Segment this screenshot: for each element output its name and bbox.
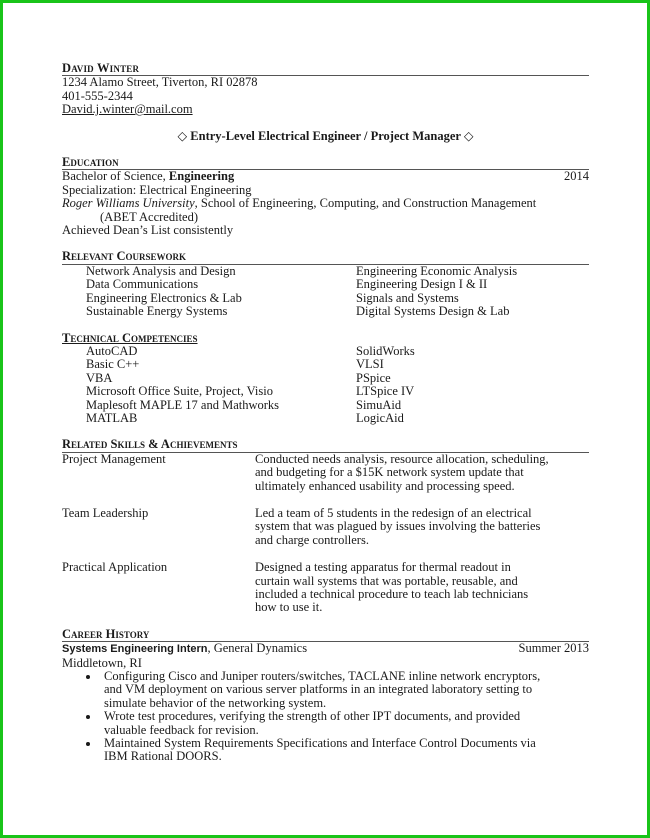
competency-item: MATLAB [86,411,138,425]
competencies-left-column [86,345,356,425]
course-item: Sustainable Energy Systems [86,305,228,319]
job-title: Systems Engineering Intern [62,643,208,656]
competencies-heading: Technical Competencies [62,330,198,345]
job-bullet [100,710,589,737]
degree-prefix: Bachelor of Science, [62,170,169,184]
skill-row [62,453,589,493]
competency-item: LTSpice IV [356,385,415,399]
competencies-list [62,345,589,425]
course-item: Engineering Design I & II [356,278,488,292]
skill-line: ultimately enhanced usability and processing speed. [255,479,515,493]
job-company: , General Dynamics [207,642,308,656]
skill-line: Led a team of 5 students in the redesign of an electrical [255,506,532,520]
skill-line: and charge controllers. [255,533,369,547]
bullet-line: simulate behavior of the networking system. [104,696,327,710]
competency-item: AutoCAD [86,344,138,358]
degree-year: 2014 [564,169,589,184]
job-location: Middletown, RI [62,656,142,670]
degree-row [62,170,589,183]
skill-line: Conducted needs analysis, resource allocation, scheduling, [255,452,549,466]
competency-item: VBA [86,371,113,385]
skill-description [255,453,589,493]
bullet-line: and VM deployment on various server platforms in an integrated laboratory setting to [104,683,533,697]
job-bullet [100,670,589,710]
competency-item: Maplesoft MAPLE 17 and Mathworks [86,398,280,412]
skill-label: Team Leadership [62,505,149,520]
skill-line: Designed a testing apparatus for thermal readout in [255,561,511,575]
skill-line: and budgeting for a $15K network system update that [255,466,524,480]
candidate-name: David Winter [62,61,140,75]
course-item: Engineering Economic Analysis [356,264,518,278]
specialization: Specialization: Electrical Engineering [62,183,252,197]
course-item: Digital Systems Design & Lab [356,305,510,319]
job-bullets [62,670,589,764]
education-heading: Education [62,155,119,170]
objective-line: ◇ Entry-Level Electrical Engineer / Project Manager ◇ [177,128,474,143]
skill-description [255,561,589,615]
degree-field: Engineering [168,170,235,184]
address: 1234 Alamo Street, Tiverton, RI 02878 [62,76,258,90]
skill-description [255,507,589,547]
honors: Achieved Dean’s List consistently [62,224,234,238]
school-line [62,197,589,210]
coursework-right-column [356,265,613,319]
course-item: Signals and Systems [356,291,459,305]
competency-item: Basic C++ [86,358,140,372]
resume-page [62,62,589,764]
skill-line: included a technical procedure to teach lab technicians [255,588,529,601]
skill-row [62,561,589,615]
university-name: Roger Williams University [62,197,195,211]
email-link[interactable]: David.j.winter@mail.com [62,103,193,117]
bullet-line: IBM Rational DOORS. [104,750,222,764]
job-period: Summer 2013 [518,641,589,656]
coursework-list [62,265,589,319]
coursework-heading: Relevant Coursework [62,249,187,264]
skills-heading: Related Skills & Achievements [62,437,238,452]
skill-label: Project Management [62,451,166,466]
competency-item: Microsoft Office Suite, Project, Visio [86,385,273,399]
bullet-line: • Configuring Cisco and Juniper routers/switches, TACLANE inline network encryptors, [104,670,541,684]
phone: 401-555-2344 [62,89,133,103]
skill-line: how to use it. [255,601,323,615]
competency-item: PSpice [356,371,391,385]
competency-item: SolidWorks [356,344,415,358]
course-item: Engineering Electronics & Lab [86,291,242,305]
competency-item: VLSI [356,358,384,372]
competencies-right-column [356,345,613,425]
skill-line: curtain wall systems that was portable, reusable, and [255,574,518,588]
competency-item: SimuAid [356,398,402,412]
school-name: , School of Engineering, Computing, and Construction Management [194,197,537,211]
job-bullet [100,737,589,764]
header [62,62,589,76]
accreditation: (ABET Accredited) [100,210,198,224]
bullet-line: valuable feedback for revision. [104,723,259,737]
skill-label: Practical Application [62,560,168,575]
course-item: Network Analysis and Design [86,264,236,278]
bullet-line: • Wrote test procedures, verifying the strength of other IPT documents, and provided [104,710,521,724]
competency-item: LogicAid [356,411,404,425]
bullet-line: • Maintained System Requirements Specifications and Interface Control Documents via [104,737,536,751]
course-item: Data Communications [86,278,199,292]
skill-line: system that was plagued by issues involving the batteries [255,520,541,534]
job-row [62,642,589,656]
skill-row [62,507,589,547]
career-heading: Career History [62,626,150,641]
coursework-left-column [86,265,356,319]
